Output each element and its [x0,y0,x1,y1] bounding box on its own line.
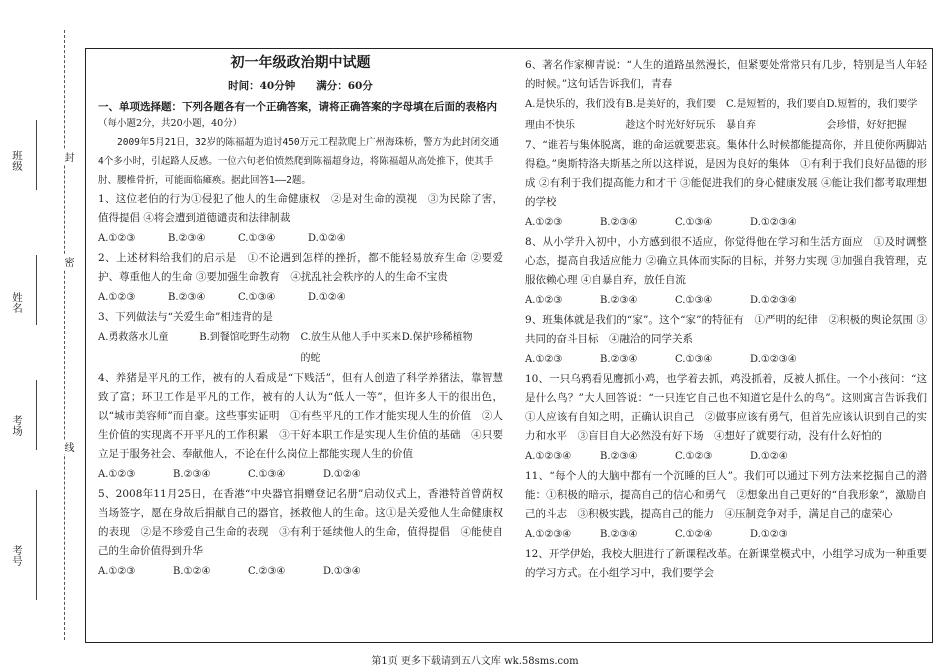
answer-option: D.①②③④ [750,354,797,365]
name-fill-line [36,255,37,325]
question-stem: 8、从小学升入初中，小方感到很不适应，你觉得他在学习和生活方面应 ①及时调整心态，提高自我适应能力 ②确立具体而实际的目标，并努力实现 ③加强自我管理，克服依赖心理 ④自暴自弃，放任自流 [525,236,927,286]
question-options [525,212,927,233]
class-label: 班级 [11,150,23,171]
answer-option: B.②③④ [600,295,638,306]
reading-passage: 2009年5月21日，32岁的陈福超为追讨450万元工程款爬上广州海珠桥，警方为此封闭交通4个多小时，引起路人反感。一位六旬老伯愤然爬到陈福超身边，将陈福超从高处推下，使其手肘、腰椎骨折，可能面临瘫痪。据此回答1——2题。 [98,137,500,186]
answer-option: D.①②④ [750,451,788,462]
answer-option: B.②③④ [600,217,638,228]
question-stem: 10、一只乌鸦看见鹰抓小鸡，也学着去抓，鸡没抓着，反被人抓住。一个小孩问：“这是什么鸟？”大人回答说：“一只连它自己也不知道它是什么的鸟”。这则寓言告诉我们①人应该有自知之明，正确认识自己 ②做事应该有勇气，但首先应该认识到自己的实力和水平 ③盲目自大必然没有好下场 ④想好了就要行动，没有什么好怕的 [525,373,927,442]
question-stem: 2、上述材料给我们的启示是 ①不论遇到怎样的挫折，都不能轻易放弃生命 ②要爱护、尊重他人的生命 ③要加强生命教育 ④扰乱社会秩序的人的生命不宝贵 [98,252,503,283]
question-stem: 11、“每个人的大脑中都有一个沉睡的巨人”。我们可以通过下列方法来挖掘自己的潜能：①积极的暗示，提高自己的信心和勇气 ②想象出自己更好的“自我形象”，激励自己的斗志 ③积极实践，提高自己的能力 ④压制竞争对手，满足自己的虚荣心 [525,470,927,520]
answer-option: C.②③④ [248,566,286,577]
name-label: 姓名 [11,292,23,313]
answer-option: D.①②③④ [750,217,797,228]
answer-option: A.①②③④ [525,451,572,462]
room-fill-line [36,380,37,450]
answer-option: B.②③④ [168,292,206,303]
answer-option: B.②③④ [600,354,638,365]
question-stem: 1、这位老伯的行为①侵犯了他人的生命健康权 ②是对生命的漠视 ③为民除了害，值得提倡 ④将会遭到道德谴责和法律制裁 [98,193,503,224]
exam-meta: 时间：40分钟 满分：60分 [228,80,373,92]
answer-option: D.①②③④ [750,295,797,306]
question-stem: 5、2008年11月25日，在香港“中央器官捐赠登记名册”启动仪式上，香港特首曾荫权当场签字，愿在身故后捐献自己的器官，拯救他人的生命。这①是关爱他人生命健康权的表现 ②是不珍爱自己生命的表现 ③有利于延续他人的生命，值得提倡 ④能使自己的生命价值得到升华 [98,488,503,557]
answer-option: D.保护珍稀植物 [401,332,473,343]
answer-option: A.①②③ [525,295,563,306]
answer-option: D.①②④ [308,233,346,244]
mi-mark: 密 [62,257,73,267]
answer-option: C.①③④ [238,292,276,303]
question-options [98,561,503,582]
room-label: 考场 [11,415,23,436]
question-options [525,349,927,370]
section-heading: 一、单项选择题：下列各题各有一个正确答案，请将正确答案的字母填在后面的表格内 [98,101,497,113]
question-stem: 4、养猪是平凡的工作，被有的人看成是“下贱活”，但有人创造了科学养猪法，靠智慧致了富；环卫工作是平凡的工作，被有的人认为“低人一等”，但许多人干的很出色，以“城市美容师”而自豪。这些事实证明 ①有些平凡的工作才能实现人生的价值 ②人生价值的实现离不开平凡的工作积累 ③干好本职工作是实现人生价值的基础 ④只要立足于服务社会、奉献他人，不论在什么岗位上都能实现人生的价值 [98,372,503,460]
question-options [525,446,927,467]
seal-mark: 封 [62,152,73,162]
class-fill-line [36,120,37,190]
answer-option: A.①②③ [98,469,136,480]
binding-gutter [0,0,84,671]
page-title: 初一年级政治期中试题 [230,55,371,71]
answer-option: A.①②③ [525,217,563,228]
answer-option: D.①③④ [323,566,361,577]
answer-option: B.②③④ [600,529,638,540]
answer-option: C.是短暂的，我们要自暴自弃 [726,99,827,131]
question-stem: 3、下列做法与“关爱生命”相违背的是 [98,311,273,323]
answer-option: C.①②④ [675,529,713,540]
answer-option: C.①③④ [675,217,713,228]
question-options [98,228,503,249]
answer-option: A.勇救落水儿童 [98,332,169,343]
question-stem: 7、“谁若与集体脱离，谁的命运就要悲哀。集体什么时候都能提高你，并且使你两脚站得稳。”奥斯特洛夫斯基之所以这样说，是因为良好的集体 ①有利于我们良好品德的形成 ②有利于我们提高能力和才干 ③能促进我们的身心健康发展 ④能让我们都考取理想的学校 [525,139,927,208]
left-question-list [98,190,503,582]
answer-option: C.①③④ [238,233,276,244]
examno-label: 考号 [11,545,23,566]
answer-option: A.①②③ [525,354,563,365]
answer-option: B.②③④ [168,233,206,244]
answer-option: B.①②④ [173,566,211,577]
seal-line [64,30,65,640]
right-question-list [525,56,927,583]
left-column [98,52,503,582]
question-stem: 9、班集体就是我们的“家”。这个“家”的特征有 ①严明的纪律 ②积极的舆论氛围 ③共同的奋斗目标 ④融洽的同学关系 [525,314,927,345]
answer-option: C.①③④ [248,469,286,480]
question-options [98,287,503,308]
question-options [525,524,927,545]
question-options [98,327,503,369]
answer-option: D.①②③ [750,529,788,540]
question-options [98,464,503,485]
answer-option: B.是美好的，我们要趁这个时光好好玩乐 [625,99,717,131]
answer-option: C.①②③ [675,451,713,462]
answer-option: A.①②③④ [525,529,572,540]
answer-option: A.①②③ [98,566,136,577]
question-options [525,94,927,136]
answer-option: C.①③④ [675,295,713,306]
question-options [525,290,927,311]
answer-option: D.①②④ [323,469,361,480]
page-footer: 第1页 更多下载请到五八文库 wk.58sms.com [371,656,579,667]
examno-fill-line [36,490,37,600]
right-column [525,56,927,583]
answer-option: B.②③④ [600,451,638,462]
answer-option: D.短暂的，我们要学会珍惜，好好把握 [826,99,918,131]
answer-option: A.①②③ [98,292,136,303]
answer-option: B.到餐馆吃野生动物 [199,332,290,343]
line-mark: 线 [62,442,73,452]
question-stem: 12、开学伊始，我校大胆进行了新课程改革。在新课堂模式中，小组学习成为一种重要的学习方式。在小组学习中，我们要学会 [525,548,927,579]
answer-option: A.是快乐的，我们没有理由不快乐 [525,99,626,131]
question-stem: 6、著名作家柳青说：“人生的道路虽然漫长，但紧要处常常只有几步，特别是当人年轻的时候。”这句话告诉我们，青春 [525,59,927,90]
answer-option: B.②③④ [173,469,211,480]
answer-option: C.放生从他人手中买来的蛇 [300,332,401,364]
answer-option: D.①②④ [308,292,346,303]
answer-option: A.①②③ [98,233,136,244]
section-note: （每小题2分，共20小题，40分） [98,118,243,129]
answer-option: C.①③④ [675,354,713,365]
